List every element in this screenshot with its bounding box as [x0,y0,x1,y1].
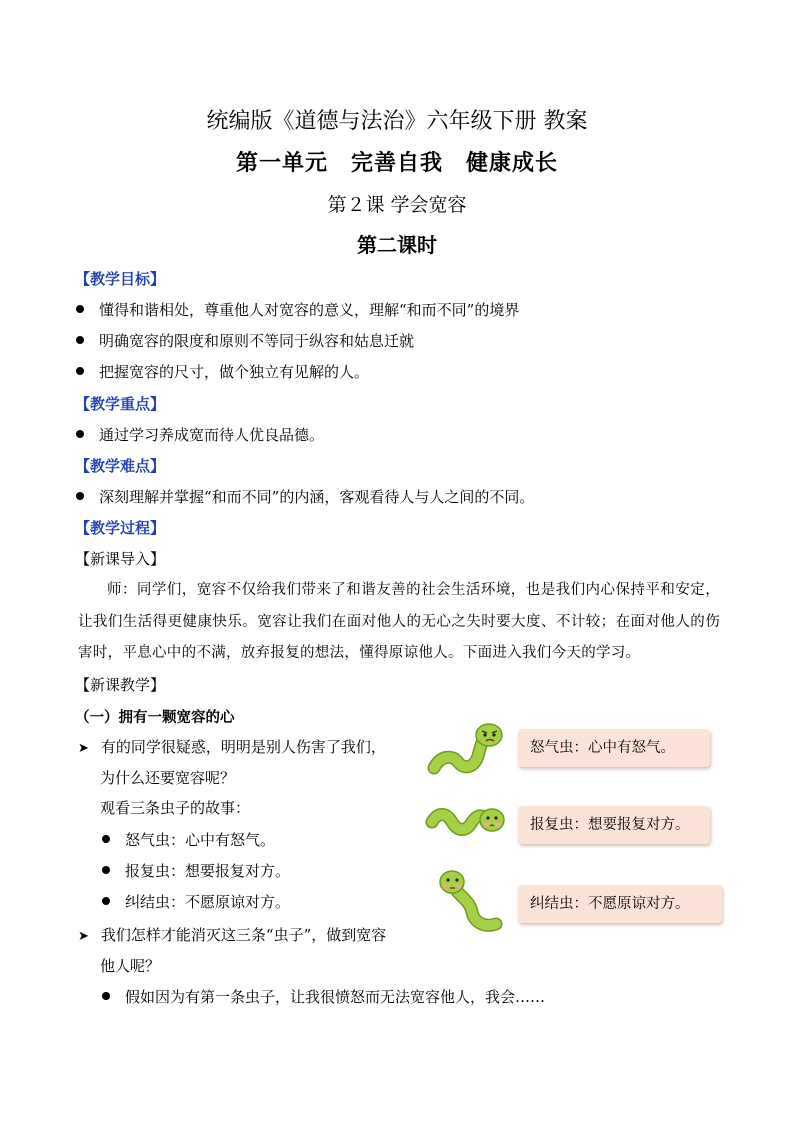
difficulties-heading: 【教学难点】 [75,457,166,475]
bullet-icon [76,367,84,375]
bullet-icon [76,336,84,344]
speech-bubble: 怒气虫：心中有怒气。 [518,729,710,767]
question-text: 我们怎样才能消灭这三条“虫子”，做到宽容 [100,926,387,944]
question-text: 有的同学很疑惑，明明是别人伤害了我们， [100,738,386,756]
speech-bubble: 纠结虫：不愿原谅对方。 [518,885,722,923]
bullet-icon [102,897,110,905]
new-lesson-heading: 【新课教学】 [75,676,166,694]
story-intro: 观看三条虫子的故事： [100,799,251,817]
bug-text: 报复虫：想要报复对方。 [125,862,291,880]
question-text-cont: 他人呢？ [100,957,161,975]
period-title: 第二课时 [357,233,437,257]
difficulty-item [76,486,534,507]
bullet-icon [102,835,110,843]
intro-paragraph [78,575,720,670]
key-points-heading: 【教学重点】 [75,395,166,413]
objective-text: 把握宽容的尺寸，做个独立有见解的人。 [99,363,370,381]
difficulty-text: 深刻理解并掌握“和而不同”的内涵，客观看待人与人之间的不同。 [99,488,535,506]
process-heading: 【教学过程】 [75,519,166,537]
objective-text: 懂得和谐相处，尊重他人对宽容的意义，理解“和而不同”的境界 [99,301,520,319]
objective-item [76,299,519,320]
question-item [78,924,386,945]
intro-text: 师：同学们，宽容不仅给我们带来了和谐友善的社会生活环境，也是我们内心保持平和安定，让我们生活得更健康快乐。宽容让我们在面对他人的无心之失时要大度、不计较；在面对他人的伤害时，平息心中的不满，放弃报复的想法，懂得原谅他人。下面进入我们今天的学习。 [78,582,720,661]
lesson-title: 第２课 学会宽容 [327,194,467,216]
bullet-icon [102,866,110,874]
bullet-icon [76,305,84,313]
bug-text: 纠结虫：不愿原谅对方。 [125,893,291,911]
objective-item [76,330,414,351]
arrow-bullet-icon: ➤ [78,741,89,756]
objectives-heading: 【教学目标】 [75,270,166,288]
question-item [78,736,386,757]
unit-title: 第一单元 完善自我 健康成长 [235,150,558,176]
answer-text: 假如因为有第一条虫子，让我很愤怒而无法宽容他人，我会…… [125,988,546,1006]
document-title: 统编版《道德与法治》六年级下册 教案 [206,109,588,134]
bullet-icon [102,992,110,1000]
intro-heading: 【新课导入】 [75,550,166,568]
answer-item [102,986,545,1007]
bullet-icon [76,430,84,438]
revenge-worm-icon [424,800,508,844]
bug-item [102,860,290,881]
objective-text: 明确宽容的限度和原则不等同于纵容和姑息迁就 [99,332,415,350]
bug-text: 怒气虫：心中有怒气。 [125,831,276,849]
objective-item [76,361,369,382]
tangled-worm-icon [436,866,508,938]
bullet-icon [76,492,84,500]
key-point-item [76,424,324,445]
question-text-cont: 为什么还要宽容呢？ [100,769,236,787]
bug-item [102,829,275,850]
bug-item [102,891,290,912]
section-heading: （一）拥有一颗宽容的心 [75,709,235,726]
arrow-bullet-icon: ➤ [78,929,89,944]
angry-worm-icon [426,722,506,778]
key-point-text: 通过学习养成宽而待人优良品德。 [99,426,325,444]
speech-bubble: 报复虫：想要报复对方。 [518,806,710,844]
